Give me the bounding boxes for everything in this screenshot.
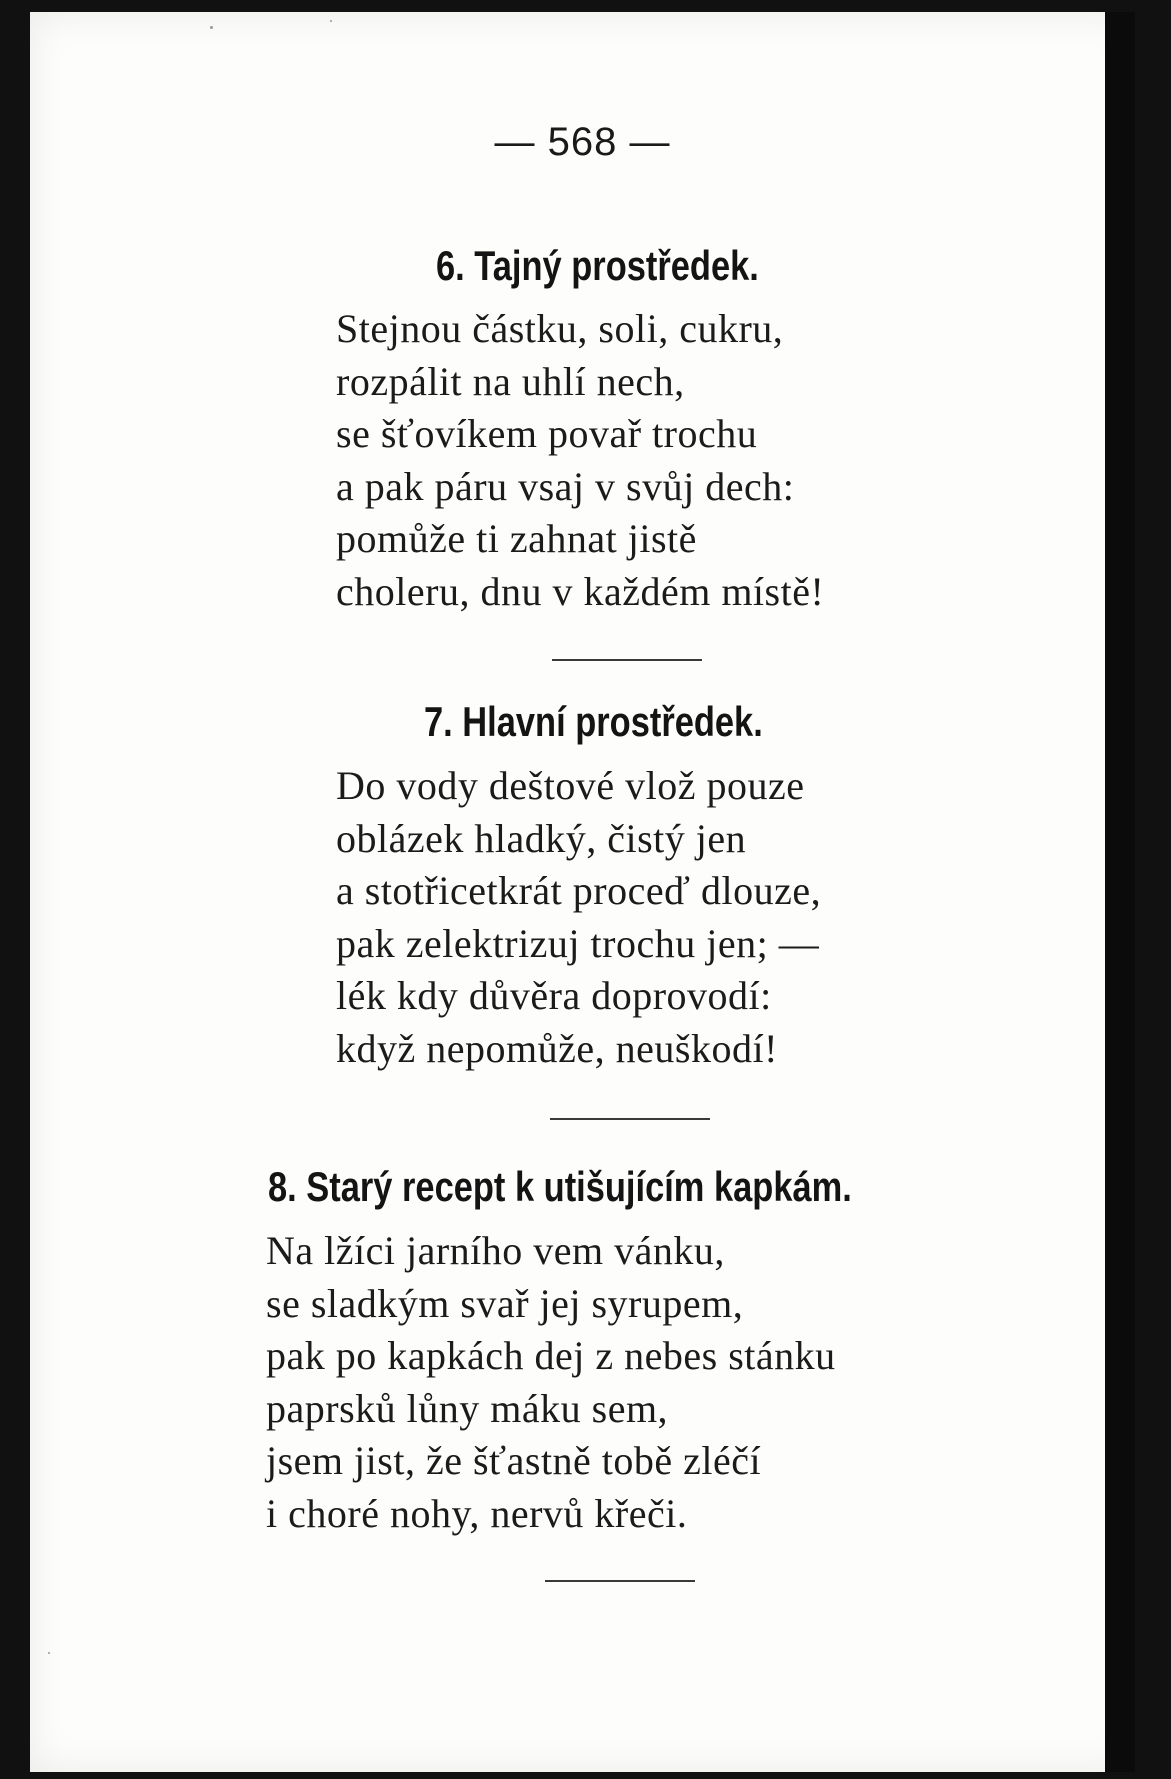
stanza-6 (336, 303, 824, 618)
verse-line: choleru, dnu v každém místě! (336, 568, 825, 614)
verse-line: když nepomůže, neuškodí! (336, 1025, 778, 1071)
verse-line: a stotřicetkrát proceď dlouze, (336, 868, 822, 913)
section-divider (552, 659, 702, 661)
section-divider (550, 1118, 710, 1120)
page-number: — 568 — (494, 120, 671, 164)
verse-line: Do vody deštové vlož pouze (336, 763, 805, 808)
verse-line: rozpálit na uhlí nech, (336, 358, 685, 404)
scan-speck (48, 1652, 50, 1654)
verse-line: se šťovíkem povař trochu (336, 411, 758, 456)
verse-line: a pak páru vsaj v svůj dech: (336, 463, 795, 509)
verse-line: se sladkým svař jej syrupem, (266, 1280, 744, 1326)
verse-line: lék kdy důvěra doprovodí: (336, 973, 772, 1018)
verse-line: oblázek hladký, čistý jen (336, 815, 747, 861)
stanza-8 (266, 1225, 836, 1540)
section-heading-7: 7. Hlavní prostředek. (424, 698, 763, 745)
verse-line: pomůže ti zahnat jistě (336, 516, 697, 561)
verse-line: jsem jist, že šťastně tobě zléčí (266, 1438, 762, 1483)
verse-line: pak po kapkách dej z nebes stánku (266, 1333, 836, 1378)
section-divider (545, 1580, 695, 1582)
page-edge-shadow (1105, 12, 1135, 1772)
stanza-7 (336, 760, 821, 1075)
verse-line: Stejnou částku, soli, cukru, (336, 306, 784, 351)
verse-line: pak zelektrizuj trochu jen; — (336, 920, 820, 966)
verse-line: i choré nohy, nervů křeči. (266, 1490, 688, 1536)
verse-line: Na lžíci jarního vem vánku, (266, 1228, 725, 1273)
section-heading-6: 6. Tajný prostředek. (436, 242, 759, 289)
section-heading-8: 8. Starý recept k utišujícím kapkám. (268, 1163, 852, 1210)
verse-line: paprsků lůny máku sem, (266, 1385, 669, 1431)
scan-speck (210, 26, 213, 29)
book-page (30, 12, 1135, 1772)
scan-speck (330, 20, 332, 22)
